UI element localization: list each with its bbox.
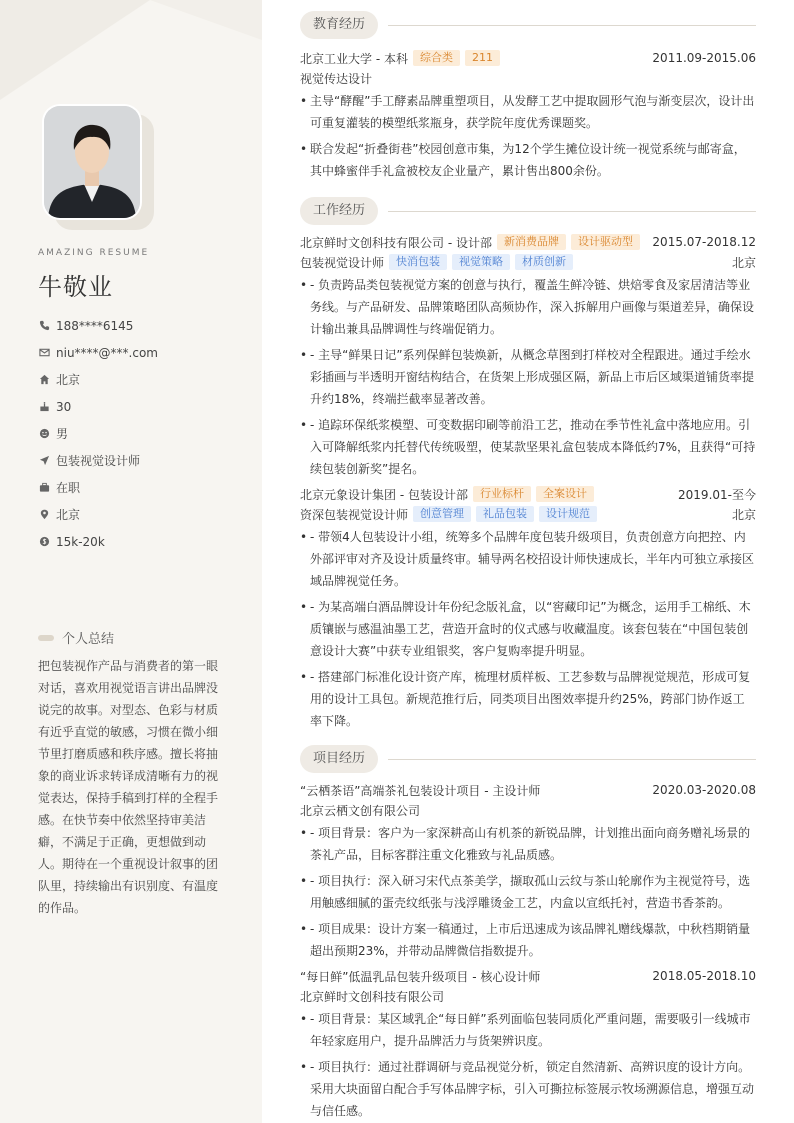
info-phone	[38, 312, 158, 339]
education-date: 2011.09-2015.06	[652, 51, 756, 65]
info-text: 在职	[56, 481, 81, 495]
company-row	[300, 232, 756, 252]
project-org: 北京云栖文创有限公司	[300, 803, 421, 818]
role-tag: 创意管理	[413, 506, 471, 522]
school-tag: 211	[465, 50, 500, 66]
project-entry	[300, 780, 756, 962]
role-tag: 材质创新	[515, 254, 573, 270]
list-item: • - 负责跨品类包装视觉方案的创意与执行，覆盖生鲜冷链、烘焙零食及家居清洁等业务线。与产品研发、品牌策略团队高频协作，深入拆解用户画像与渠道差异，确保设计输出兼具品牌调性与终端促销力。	[300, 274, 756, 340]
education-entry	[300, 48, 756, 182]
company-tag: 全案设计	[536, 486, 594, 502]
job-bullets	[300, 526, 756, 732]
gender-icon	[38, 428, 50, 440]
location-icon	[38, 509, 50, 521]
section-work-header	[300, 196, 756, 226]
summary-heading	[38, 628, 114, 647]
work-entry	[300, 484, 756, 732]
section-divider	[388, 25, 756, 26]
education-row	[300, 48, 756, 68]
list-item: • - 搭建部门标准化设计资产库，梳理材质样板、工艺参数与品牌视觉规范，形成可复用的设计工具包。新规范推行后，同类项目出图效率提升约25%，跨部门协作返工率下降。	[300, 666, 756, 732]
home-icon	[38, 374, 50, 386]
list-item: • - 项目背景：客户为一家深耕高山有机茶的新锐品牌，计划推出面向商务赠礼场景的茶礼产品，目标客群注重文化雅致与礼品质感。	[300, 822, 756, 866]
company-tag: 新消费品牌	[497, 234, 566, 250]
role-tag: 设计规范	[539, 506, 597, 522]
mail-icon	[38, 347, 50, 359]
salary-icon	[38, 536, 50, 548]
info-text: 包装视觉设计师	[56, 454, 141, 468]
info-text: niu****@***.com	[56, 345, 158, 360]
company-tag: 设计驱动型	[571, 234, 640, 250]
resume-tagline: AMAZING RESUME	[38, 248, 150, 258]
education-bullets	[300, 90, 756, 182]
role-tag: 礼品包装	[476, 506, 534, 522]
main-content	[300, 10, 756, 1123]
avatar	[42, 104, 142, 220]
education-major-row	[300, 68, 756, 88]
list-item: • - 项目执行：深入研习宋代点茶美学，撷取孤山云纹与茶山轮廓作为主视觉符号，选用触感细腻的蛋壳纹纸张与浅浮雕烫金工艺，内盒以宣纸托衬，营造书香茶韵。	[300, 870, 756, 914]
list-item: • - 带领4人包装设计小组，统筹多个品牌年度包装升级项目，负责创意方向把控、内外部评审对齐及设计质量终审。辅导两名校招设计师快速成长，半年内可独立承接区域品牌视觉任务。	[300, 526, 756, 592]
job-city: 北京	[731, 507, 756, 522]
role-tag: 快消包装	[389, 254, 447, 270]
project-name: “每日鲜”低温乳品包装升级项目 - 核心设计师	[300, 969, 541, 984]
project-date: 2020.03-2020.08	[652, 783, 756, 797]
contact-info-list	[38, 312, 158, 555]
list-item: • - 项目成果：设计方案一稿通过，上市后迅速成为该品牌礼赠线爆款，中秋档期销量超出预期23%，并带动品牌微信指数提升。	[300, 918, 756, 962]
section-title: 工作经历	[300, 197, 378, 225]
send-icon	[38, 455, 50, 467]
section-title: 项目经历	[300, 745, 378, 773]
list-item: • 联合发起“折叠街巷”校园创意市集，为12个学生摊位设计统一视觉系统与邮寄盒，其中蜂蜜伴手礼盒被校友企业量产，累计售出800余份。	[300, 138, 756, 182]
info-text: 188****6145	[56, 318, 134, 333]
project-name: “云栖茶语”高端茶礼包装设计项目 - 主设计师	[300, 783, 541, 798]
summary-title: 个人总结	[62, 632, 115, 647]
list-item: • - 为某高端白酒品牌设计年份纪念版礼盒，以“窖藏印记”为概念，运用手工棉纸、木质镶嵌与感温油墨工艺，营造开盒时的仪式感与收藏温度。该套包装在“中国包装创意设计大赛”中获专业组银奖，客户复购率提升明显。	[300, 596, 756, 662]
job-date: 2019.01-至今	[678, 487, 756, 502]
info-text: 北京	[56, 508, 81, 522]
job-role: 资深包装视觉设计师	[300, 507, 409, 522]
project-date: 2018.05-2018.10	[652, 969, 756, 983]
summary-text: 把包装视作产品与消费者的第一眼对话，喜欢用视觉语言讲出品牌没说完的故事。对型态、色彩与材质有近乎直觉的敏感，习惯在微小细节里打磨质感和秩序感。擅长将抽象的商业诉求转译成清晰有力的视觉表达，保持手稿到打样的全程手感。在快节奏中依然坚持审美洁癖，不满足于正确，更想做到动人。期待在一个重视设计叙事的团队里，持续输出有识别度、有温度的作品。	[38, 659, 219, 915]
list-item: • 主导“酵醒”手工酵素品牌重塑项目，从发酵工艺中提取圆形气泡与渐变层次，设计出可重复灌装的模塑纸浆瓶身，获学院年度优秀课题奖。	[300, 90, 756, 134]
info-text: 30	[56, 399, 72, 414]
project-row	[300, 966, 756, 986]
major: 视觉传达设计	[300, 71, 373, 86]
list-item: • - 追踪环保纸浆模塑、可变数据印刷等前沿工艺，推动在季节性礼盒中落地应用。引入可降解纸浆内托替代传统吸塑，使某款坚果礼盒包装成本降低约7%，且获得“可持续包装创新奖”提名。	[300, 414, 756, 480]
section-projects-header	[300, 744, 756, 774]
info-work-city	[38, 501, 158, 528]
section-divider	[388, 759, 756, 760]
sidebar	[0, 0, 262, 1123]
project-bullets	[300, 1008, 756, 1122]
project-org-row	[300, 800, 756, 820]
avatar-photo	[44, 106, 140, 218]
role-row	[300, 252, 756, 272]
project-bullets	[300, 822, 756, 962]
info-hometown	[38, 366, 158, 393]
project-org: 北京鲜时文创科技有限公司	[300, 989, 445, 1004]
cake-icon	[38, 401, 50, 413]
job-city: 北京	[731, 255, 756, 270]
info-text: 北京	[56, 373, 81, 387]
info-job-target	[38, 447, 158, 474]
info-age	[38, 393, 158, 420]
avatar-frame	[42, 104, 142, 220]
info-status	[38, 474, 158, 501]
company-tag: 行业标杆	[473, 486, 531, 502]
project-entry	[300, 966, 756, 1122]
company-name: 北京元象设计集团 - 包装设计部	[300, 487, 468, 502]
school-tag: 综合类	[413, 50, 460, 66]
project-row	[300, 780, 756, 800]
role-tag: 视觉策略	[452, 254, 510, 270]
list-item: • - 项目执行：通过社群调研与竞品视觉分析，锁定自然清新、高辨识度的设计方向。采用大块面留白配合手写体品牌字标，引入可撕拉标签展示牧场溯源信息，增强互动与信任感。	[300, 1056, 756, 1122]
section-divider	[388, 211, 756, 212]
summary-marker	[38, 635, 54, 641]
person-icon	[44, 106, 140, 218]
school-name: 北京工业大学 - 本科	[300, 51, 408, 66]
job-role: 包装视觉设计师	[300, 255, 385, 270]
section-education-header	[300, 10, 756, 40]
info-text: 男	[56, 427, 69, 441]
work-entry	[300, 232, 756, 480]
job-date: 2015.07-2018.12	[652, 235, 756, 249]
job-bullets	[300, 274, 756, 480]
role-row	[300, 504, 756, 524]
info-text: 15k-20k	[56, 534, 105, 549]
info-email	[38, 339, 158, 366]
project-org-row	[300, 986, 756, 1006]
list-item: • - 项目背景：某区域乳企“每日鲜”系列面临包装同质化严重问题，需要吸引一线城市年轻家庭用户，提升品牌活力与货架辨识度。	[300, 1008, 756, 1052]
info-gender	[38, 420, 158, 447]
list-item: • - 主导“鲜果日记”系列保鲜包装焕新，从概念草图到打样校对全程跟进。通过手绘水彩插画与半透明开窗结构结合，在货架上形成强区隔，新品上市后区域渠道铺货率提升约18%，终端拦截率显著改善。	[300, 344, 756, 410]
company-name: 北京鲜时文创科技有限公司 - 设计部	[300, 235, 492, 250]
info-salary	[38, 528, 158, 555]
phone-icon	[38, 320, 50, 332]
briefcase-icon	[38, 482, 50, 494]
company-row	[300, 484, 756, 504]
person-name: 牛敬业	[38, 273, 113, 301]
section-title: 教育经历	[300, 11, 378, 39]
